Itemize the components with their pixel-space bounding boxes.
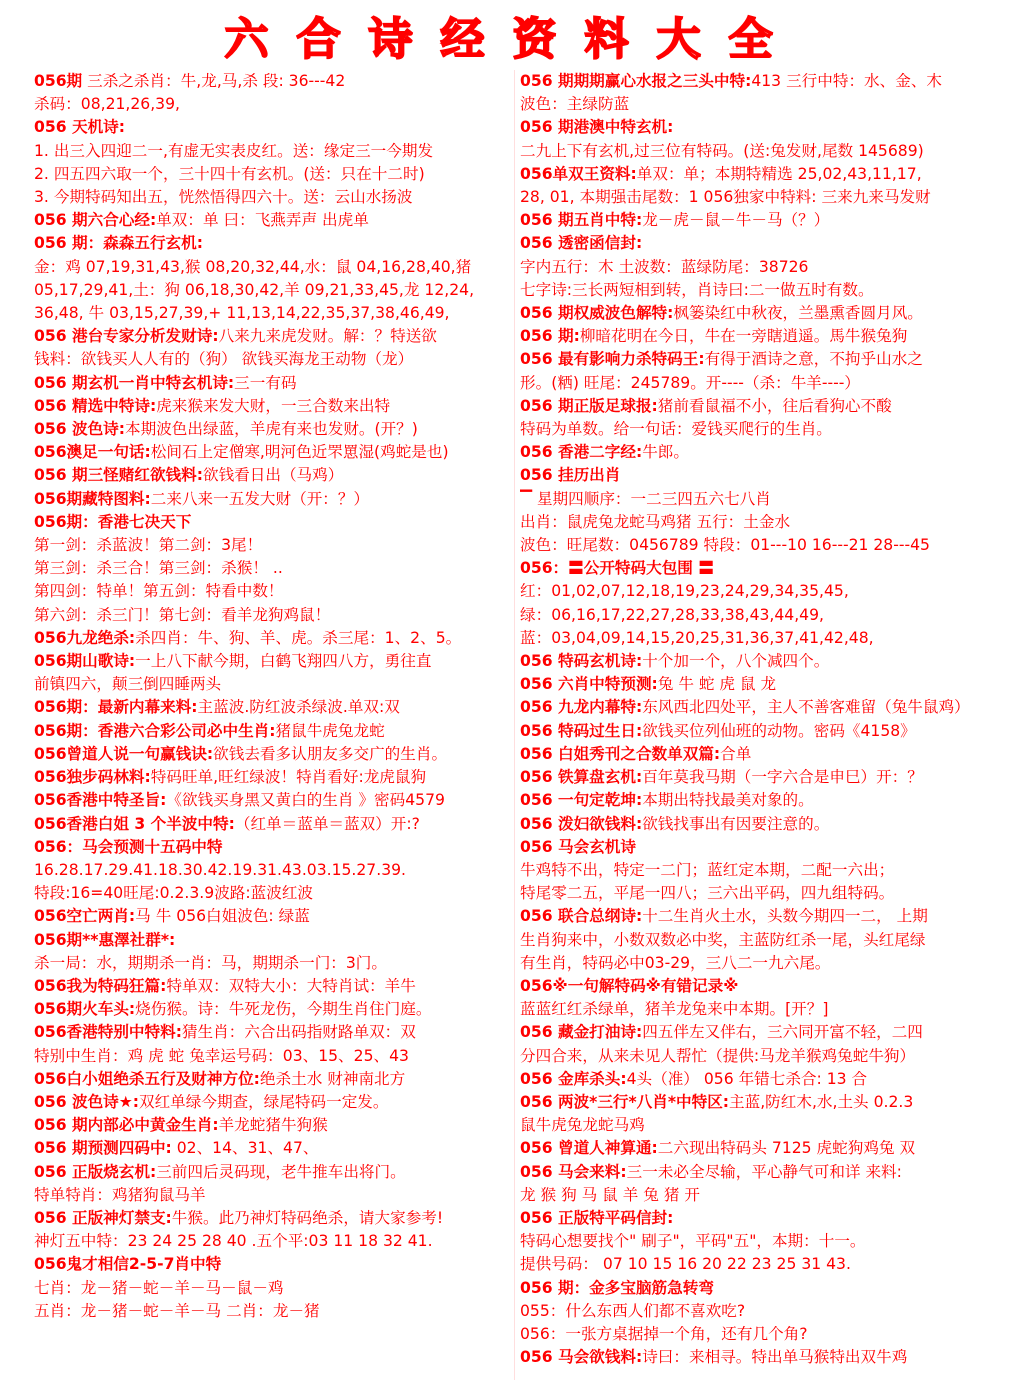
line-heading: 056九龙绝杀:: [34, 628, 136, 647]
text-line: [520, 256, 1000, 279]
line-text: 二来八来一五发大财（开：？）: [150, 489, 370, 508]
line-heading: 056澳足一句话:: [34, 443, 151, 462]
line-heading: 056 期正版足球报:: [520, 396, 658, 415]
text-line: [34, 302, 512, 325]
text-line: [34, 952, 512, 975]
text-line: [520, 372, 1000, 395]
line-text: 杀四肖：牛、狗、羊、虎。杀三尾：1、2、5。: [135, 628, 462, 647]
line-heading: 056 期六合心经:: [34, 211, 157, 230]
text-line: [520, 1114, 1000, 1137]
text-line: [520, 1161, 1000, 1184]
line-heading: 056期：香港七决天下: [34, 512, 192, 531]
text-line: [34, 789, 512, 812]
line-heading: 056香港白姐 3 个半波中特:: [34, 814, 235, 833]
line-text: 烧伤猴。诗：牛死龙伤，今期生肖住门庭。: [135, 1000, 432, 1019]
line-text: 钱料：欲钱买人人有的（狗） 欲钱买海龙王动物（龙）: [34, 350, 414, 369]
line-text: 36,48, 牛 03,15,27,39,+ 11,13,14,22,35,37,38,46,49,: [34, 304, 450, 323]
line-heading: 056 期港澳中特玄机:: [520, 118, 674, 137]
text-line: [520, 302, 1000, 325]
text-line: [34, 627, 512, 650]
line-text: 鼠牛虎兔龙蛇马鸡: [520, 1116, 645, 1135]
line-text: 字内五行：木 土波数：蓝绿防尾：38726: [520, 257, 809, 276]
line-text: 蓝蓝红红杀绿单，猪羊龙兔来中本期。[开？]: [520, 1000, 829, 1019]
line-text: 绝杀土水 财神南北方: [259, 1069, 406, 1088]
text-line: [34, 511, 512, 534]
line-text: 二九上下有玄机,过三位有特码。(送:兔发财,尾数 145689): [520, 141, 924, 160]
line-text: 形。(粞) 旺尾：245789。开----（杀：牛羊----）: [520, 373, 860, 392]
line-text: （红单＝蓝单＝蓝双）开:?: [234, 814, 420, 833]
line-text: 1. 出三入四迎二一,有虚无实表皮红。送：缘定三一今期发: [34, 141, 434, 160]
line-text: 马 牛 056白姐波色: 绿蓝: [135, 907, 310, 926]
text-line: [34, 975, 512, 998]
line-heading: 056 泼妇欲钱料:: [520, 814, 643, 833]
line-text: 3. 今期特码知出五，恍然悟得四六十。送：云山水扬波: [34, 188, 413, 207]
line-text: 七字诗:三长两短相到转，肖诗曰:二一做五时有数。: [520, 280, 874, 299]
text-line: [520, 1207, 1000, 1230]
text-line: [34, 1253, 512, 1276]
text-line: [520, 1137, 1000, 1160]
text-line: [520, 905, 1000, 928]
text-line: [520, 604, 1000, 627]
text-line: [34, 720, 512, 743]
line-heading: 056 港台专家分析发财诗:: [34, 327, 219, 346]
text-line: [520, 1253, 1000, 1276]
line-heading: 056 联合总纲诗:: [520, 907, 643, 926]
text-line: [34, 1300, 512, 1323]
text-line: [34, 1045, 512, 1068]
line-text: 第一剑：杀蓝波！第二剑：3尾！: [34, 536, 263, 555]
line-heading: 056 金库杀头:: [520, 1069, 627, 1088]
line-text: 前镇四六，颠三倒四睡两头: [34, 675, 222, 694]
text-line: [34, 372, 512, 395]
line-text: 第四剑：特单！第五剑：特看中数！: [34, 582, 284, 601]
line-text: 波色：旺尾数：0456789 特段：01---10 16---21 28---45: [520, 536, 930, 555]
right-column: [520, 70, 1000, 1369]
line-text: 松间石上定僧寒,明河色近罘罳湿(鸡蛇是也): [150, 443, 449, 462]
line-text: 羊龙蛇猪牛狗猴: [218, 1116, 328, 1135]
line-text: 《欲钱买身黑又黄白的生肖 》密码4579: [166, 791, 445, 810]
line-heading: 056 期预测四码中:: [34, 1139, 172, 1158]
line-text: 合单: [720, 744, 752, 763]
text-line: [34, 163, 512, 186]
line-heading: 056 正版烧玄机:: [34, 1162, 157, 1181]
line-heading: 056 期：森森五行玄机:: [34, 234, 203, 253]
line-heading: 056 正版神灯禁支:: [34, 1208, 172, 1227]
text-line: [520, 395, 1000, 418]
text-line: [520, 580, 1000, 603]
text-line: [34, 743, 512, 766]
text-line: [34, 882, 512, 905]
line-text: 猪前看鼠福不小，往后看狗心不酸: [657, 396, 892, 415]
line-text: 056：一张方桌据掉一个角，还有几个角?: [520, 1324, 808, 1343]
line-heading: 056 藏金打油诗:: [520, 1023, 643, 1042]
text-line: [520, 1300, 1000, 1323]
line-text: 牛郎。: [642, 443, 689, 462]
text-line: [520, 720, 1000, 743]
text-line: [520, 488, 1000, 511]
text-line: [520, 1045, 1000, 1068]
line-text: 东风西北四处平，主人不善客难留（兔牛鼠鸡）: [642, 698, 970, 717]
line-heading: 056香港特别中特料:: [34, 1023, 182, 1042]
line-text: 八来九来虎发财。解：？特送欲: [218, 327, 437, 346]
line-text: 金：鸡 07,19,31,43,猴 08,20,32,44,水：鼠 04,16,28,40,猪: [34, 257, 472, 276]
line-heading: 056 期期期赢心水报之三头中特:: [520, 72, 752, 90]
text-line: [34, 441, 512, 464]
line-text: 特码为单数。给一句话：爱钱买爬行的生肖。: [520, 420, 832, 439]
text-line: [520, 650, 1000, 673]
text-line: [34, 418, 512, 441]
line-text: 欲钱找事出有因要注意的。: [642, 814, 830, 833]
text-line: [520, 627, 1000, 650]
line-text: 红：01,02,07,12,18,19,23,24,29,34,35,45,: [520, 582, 849, 601]
text-line: [520, 140, 1000, 163]
line-heading: 056 天机诗:: [34, 118, 125, 137]
line-text: 牛鸡特不出，特定一二门；蓝红定本期，二配一六出；: [520, 860, 895, 879]
line-heading: 056 铁算盘玄机:: [520, 768, 643, 787]
line-heading: 056我为特码狂篇:: [34, 976, 167, 995]
line-text: 本期波色出绿蓝，羊虎有来也发财。(开？): [125, 420, 418, 439]
line-text: 柳暗花明在今日，牛在一旁瞎逍遥。馬牛猴兔狗: [579, 327, 908, 346]
text-line: [34, 232, 512, 255]
left-column: [34, 70, 512, 1323]
line-text: 有得于酒诗之意，不拘乎山水之: [704, 350, 923, 369]
text-line: [34, 488, 512, 511]
text-line: [34, 325, 512, 348]
line-heading: 056 曾道人神算通:: [520, 1139, 658, 1158]
line-text: 特码心想要找个" 刷子"，平码"五"，本期：十一。: [520, 1232, 866, 1251]
line-heading: 056单双王资料:: [520, 164, 637, 183]
line-heading: 056 特码玄机诗:: [520, 652, 643, 671]
text-line: [34, 186, 512, 209]
text-line: [520, 1091, 1000, 1114]
text-line: [520, 232, 1000, 255]
text-line: [34, 650, 512, 673]
text-line: [34, 534, 512, 557]
text-line: [34, 766, 512, 789]
line-heading: 056 期权威波色解特:: [520, 304, 674, 323]
line-heading: 056 九龙内幕特:: [520, 698, 643, 717]
text-line: [520, 766, 1000, 789]
line-text: 本期出特找最美对象的。: [642, 791, 814, 810]
text-line: [520, 418, 1000, 441]
line-text: 神灯五中特：23 24 25 28 40 .五个平:03 11 18 32 41.: [34, 1232, 433, 1251]
text-line: [34, 998, 512, 1021]
line-heading: 056 期内部必中黄金生肖:: [34, 1116, 219, 1135]
line-text: 杀码：08,21,26,39,: [34, 95, 180, 114]
text-line: [34, 116, 512, 139]
line-text: 出肖：鼠虎兔龙蛇马鸡猪 五行：土金水: [520, 512, 791, 531]
text-line: [34, 348, 512, 371]
line-text: 牛猴。此乃神灯特码绝杀，请大家参考!: [171, 1208, 444, 1227]
line-heading: 056 精选中特诗:: [34, 396, 157, 415]
line-text: 杀一局：水，期期杀一肖：马，期期杀一门：3门。: [34, 953, 387, 972]
text-line: [34, 1161, 512, 1184]
text-line: [520, 116, 1000, 139]
text-line: [520, 511, 1000, 534]
line-text: 特单双：双特大小：大特肖试：羊牛: [166, 976, 416, 995]
line-text: 主蓝波.防红波杀绿波.单双:双: [197, 698, 400, 717]
line-text: 二六现出特码头 7125 虎蛇狗鸡兔 双: [657, 1139, 916, 1158]
text-line: [520, 1230, 1000, 1253]
text-line: [34, 1230, 512, 1253]
line-text: 413 三行中特：水、金、木: [751, 72, 943, 90]
text-line: [520, 882, 1000, 905]
line-heading: 056：马会预测十五码中特: [34, 837, 223, 856]
line-heading: 056期藏特图料:: [34, 489, 151, 508]
line-text: 第三剑：杀三合！第三剑：杀猴！ ..: [34, 559, 283, 578]
line-heading: 056 马会来料:: [520, 1162, 627, 1181]
text-line: [34, 557, 512, 580]
line-heading: 056 期：金多宝脑筋急转弯: [520, 1278, 714, 1297]
line-text: 三一未必全尽输，平心静气可和详 来料:: [626, 1162, 902, 1181]
line-text: 虎来猴来发大财，一三合数来出特: [156, 396, 391, 415]
line-heading: 056 六肖中特预测:: [520, 675, 658, 694]
text-line: [520, 1021, 1000, 1044]
line-heading: 056：〓公开特码大包围 〓: [520, 559, 714, 578]
text-line: [34, 93, 512, 116]
line-heading: 056香港中特圣旨:: [34, 791, 167, 810]
line-heading: 056期：香港六合彩公司必中生肖:: [34, 721, 276, 740]
line-text: 欲钱去看多认朋友多交广的生肖。: [213, 744, 448, 763]
text-line: [34, 1091, 512, 1114]
line-heading: 056 期玄机一肖中特玄机诗:: [34, 373, 235, 392]
line-heading: 056期: [34, 72, 83, 90]
text-line: [520, 441, 1000, 464]
text-line: [34, 580, 512, 603]
line-text: 生肖狗来中，小数双数必中奖，主蓝防红杀一尾，头红尾绿: [520, 930, 926, 949]
line-heading: 056 正版特平码信封:: [520, 1208, 674, 1227]
text-line: [34, 464, 512, 487]
line-heading: 056 最有影响力杀特码王:: [520, 350, 705, 369]
line-text: 三一有码: [234, 373, 297, 392]
line-text: 绿：06,16,17,22,27,28,33,38,43,44,49,: [520, 605, 824, 624]
line-text: 五肖：龙－猪－蛇－羊－马 二肖：龙－猪: [34, 1301, 320, 1320]
line-text: 诗曰：来相寻。特出单马猴特出双牛鸡: [642, 1348, 908, 1367]
text-line: [520, 743, 1000, 766]
text-line: [520, 93, 1000, 116]
line-text: 特单特肖：鸡猪狗鼠马羊: [34, 1185, 206, 1204]
line-text: 七肖：龙－猪－蛇－羊－马－鼠－鸡: [34, 1278, 284, 1297]
line-text: 16.28.17.29.41.18.30.42.19.31.43.03.15.27.39.: [34, 860, 406, 879]
text-line: [34, 604, 512, 627]
text-line: [34, 256, 512, 279]
text-line: [520, 1068, 1000, 1091]
column-divider: [514, 70, 515, 1380]
line-text: 02、14、31、47、: [171, 1139, 319, 1158]
text-line: [520, 1346, 1000, 1369]
text-line: [34, 1207, 512, 1230]
text-line: [34, 395, 512, 418]
line-heading: 056独步码林料:: [34, 768, 151, 787]
text-line: [34, 673, 512, 696]
line-text: 分四合来，从来未见人帮忙（提供:马龙羊猴鸡兔蛇牛狗）: [520, 1046, 916, 1065]
line-heading: 056 期三怪赌红欲钱料:: [34, 466, 203, 485]
text-line: [34, 1184, 512, 1207]
text-line: [520, 975, 1000, 998]
line-heading: 056 波色诗:: [34, 420, 125, 439]
line-text: 兔 牛 蛇 虎 鼠 龙: [657, 675, 777, 694]
line-text: ▔ 星期四顺序：一二三四五六七八肖: [520, 489, 771, 508]
line-text: 特别中生肖：鸡 虎 蛇 兔幸运号码：03、15、25、43: [34, 1046, 409, 1065]
text-line: [520, 186, 1000, 209]
line-text: 四五伴左又伴右，三六同开富不轻，二四: [642, 1023, 923, 1042]
line-text: 055：什么东西人们都不喜欢吃?: [520, 1301, 746, 1320]
text-line: [34, 1021, 512, 1044]
text-line: [520, 325, 1000, 348]
text-line: [520, 1184, 1000, 1207]
line-text: 特尾零二五，平尾一四八；三六出平码，四九组特码。: [520, 884, 895, 903]
text-line: [520, 534, 1000, 557]
text-line: [34, 1068, 512, 1091]
line-text: 特段:16=40旺尾:0.2.3.9波路:蓝波红波: [34, 884, 314, 903]
text-line: [520, 929, 1000, 952]
line-heading: 056期山歌诗:: [34, 652, 136, 671]
line-heading: 056 香港二字经:: [520, 443, 643, 462]
text-line: [34, 70, 512, 93]
line-heading: 056 两波*三行*八肖*中特区:: [520, 1092, 730, 1111]
text-line: [520, 163, 1000, 186]
line-heading: 056白小姐绝杀五行及财神方位:: [34, 1069, 260, 1088]
text-line: [34, 140, 512, 163]
line-text: 提供号码： 07 10 15 16 20 22 23 25 31 43.: [520, 1255, 851, 1274]
text-line: [520, 464, 1000, 487]
line-text: 三前四后灵码现，老牛推车出将门。: [156, 1162, 406, 1181]
text-line: [520, 952, 1000, 975]
line-text: 28, 01, 本期强击尾数：1 056独家中特料: 三来九来马发财: [520, 188, 931, 207]
line-text: 百年莫我马期（一字六合是申巳）开：？: [642, 768, 923, 787]
line-heading: 056期**惠澤社群*:: [34, 930, 176, 949]
line-text: 有生肖，特码必中03-29，三八二一九六尾。: [520, 953, 831, 972]
line-heading: 056 期:: [520, 327, 580, 346]
line-text: 双红单绿今期查，绿尾特码一定发。: [138, 1092, 389, 1111]
line-heading: 056期：最新内幕来料:: [34, 698, 198, 717]
text-line: [34, 1137, 512, 1160]
line-heading: 056 一句定乾坤:: [520, 791, 643, 810]
text-line: [520, 998, 1000, 1021]
line-heading: 056 透密函信封:: [520, 234, 643, 253]
line-text: 十个加一个，八个减四个。: [642, 652, 830, 671]
line-text: 05,17,29,41,土：狗 06,18,30,42,羊 09,21,33,45,龙 12,24,: [34, 280, 475, 299]
line-heading: 056 马会玄机诗: [520, 837, 636, 856]
text-line: [520, 696, 1000, 719]
text-line: [520, 209, 1000, 232]
text-line: [34, 929, 512, 952]
text-line: [520, 557, 1000, 580]
line-text: 4头（准） 056 年错七杀合: 13 合: [626, 1069, 868, 1088]
line-text: 第六剑：杀三门！第七剑：看羊龙狗鸡鼠！: [34, 605, 331, 624]
line-heading: 056空亡两肖:: [34, 907, 136, 926]
line-text: 欲钱买位列仙班的动物。密码《4158》: [642, 721, 916, 740]
line-text: 主蓝,防红木,水,土头 0.2.3: [729, 1092, 914, 1111]
line-heading: 056鬼才相信2-5-7肖中特: [34, 1255, 222, 1274]
line-heading: 056曾道人说一句赢钱诀:: [34, 744, 214, 763]
text-line: [520, 813, 1000, 836]
line-heading: 056 马会欲钱料:: [520, 1348, 643, 1367]
line-text: 波色：主绿防蓝: [520, 95, 630, 114]
line-text: 2. 四五四六取一个，三十四十有玄机。(送：只在十二时): [34, 164, 425, 183]
text-line: [520, 789, 1000, 812]
text-line: [520, 1277, 1000, 1300]
text-line: [34, 859, 512, 882]
line-text: 十二生肖火土水，头数今期四一二， 上期: [642, 907, 928, 926]
text-line: [34, 1277, 512, 1300]
text-line: [520, 348, 1000, 371]
line-text: 单双：单；本期特精选 25,02,43,11,17,: [636, 164, 922, 183]
text-line: [34, 279, 512, 302]
line-text: 特码旺单,旺红绿波！特肖看好:龙虎鼠狗: [150, 768, 427, 787]
text-line: [520, 279, 1000, 302]
text-line: [520, 673, 1000, 696]
text-line: [34, 836, 512, 859]
line-text: 欲钱看日出（马鸡）: [202, 466, 344, 485]
line-text: 单双：单 曰：飞燕弄声 出虎单: [156, 211, 369, 230]
line-heading: 056※一句解特码※有错记录※: [520, 976, 739, 995]
line-text: 龙－虎－鼠－牛－马（？）: [642, 211, 830, 230]
line-text: 三杀之杀肖：牛,龙,马,杀 段: 36---42: [82, 72, 346, 90]
line-heading: 056 特码过生日:: [520, 721, 643, 740]
text-line: [520, 836, 1000, 859]
text-line: [34, 209, 512, 232]
line-text: 猜生肖：六合出码指财路单双：双: [181, 1023, 416, 1042]
line-text: 一上八下献今期，白鹤飞翔四八方，勇往直: [135, 652, 432, 671]
page-title: 六合诗经资料大全: [224, 14, 801, 65]
line-heading: 056 挂历出肖: [520, 466, 621, 485]
line-text: 猪鼠牛虎兔龙蛇: [275, 721, 385, 740]
line-heading: 056 期五肖中特:: [520, 211, 643, 230]
line-text: 龙 猴 狗 马 鼠 羊 兔 猪 开: [520, 1185, 700, 1204]
text-line: [520, 70, 1000, 93]
line-heading: 056 白姐秀刊之合数单双篇:: [520, 744, 721, 763]
line-heading: 056 波色诗★:: [34, 1092, 139, 1111]
text-line: [34, 905, 512, 928]
text-line: [520, 1323, 1000, 1346]
text-line: [34, 696, 512, 719]
text-line: [520, 859, 1000, 882]
line-text: 蓝：03,04,09,14,15,20,25,31,36,37,41,42,48,: [520, 628, 874, 647]
text-line: [34, 1114, 512, 1137]
line-text: 枫篓染红中秋夜，兰墨熏香圆月风。: [673, 304, 923, 323]
text-line: [34, 813, 512, 836]
line-heading: 056期火车头:: [34, 1000, 136, 1019]
